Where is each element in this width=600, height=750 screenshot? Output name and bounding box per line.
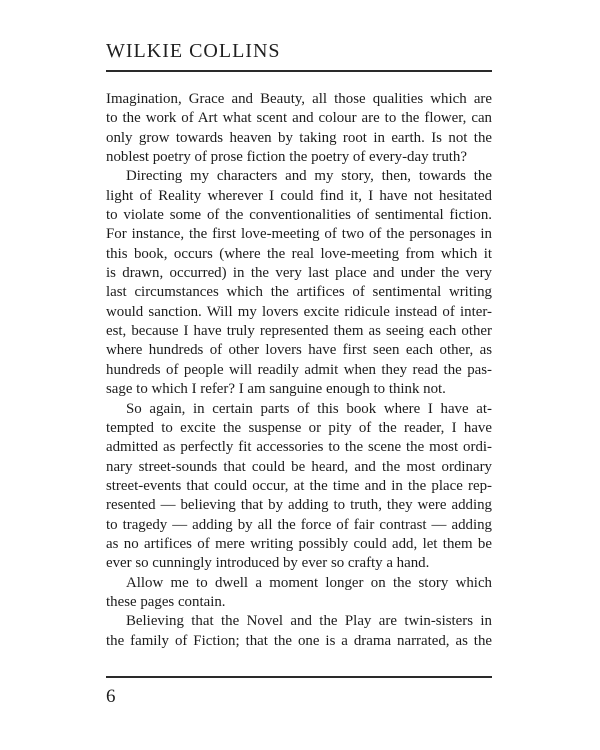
text-line: Allow me to dwell a moment longer on the story which <box>126 574 492 591</box>
text-line: light of Reality wherever I could find it, I have not hesitated <box>106 187 492 204</box>
text-line: would sanction. Will my lovers excite ridicule instead of inter- <box>106 303 492 320</box>
body-text <box>106 90 492 651</box>
text-line: Believing that the Novel and the Play are twin-sisters in <box>126 613 492 630</box>
text-line: So again, in certain parts of this book where I have at- <box>126 400 492 417</box>
footer-rule <box>106 676 492 678</box>
text-line: admitted as perfectly fit accessories to the scene the most ordi- <box>106 439 492 456</box>
text-line: to the work of Art what scent and colour are to the flower, can <box>106 110 492 127</box>
text-line: Imagination, Grace and Beauty, all those qualities which are <box>106 91 492 107</box>
page-number: 6 <box>106 686 116 707</box>
text-line: noblest poetry of prose fiction the poetry of every-day truth? <box>106 149 467 166</box>
text-line: this book, occurs (where the real love-meeting from which it <box>106 245 492 262</box>
text-line: to violate some of the conventionalities of sentimental fiction. <box>106 207 492 224</box>
text-line: sage to which I refer? I am sanguine enough to think not. <box>106 381 446 398</box>
header-rule <box>106 70 492 72</box>
text-line: street-events that could occur, at the time and in the place rep- <box>106 477 492 494</box>
text-line: to tragedy — adding by all the force of fair contrast — adding <box>106 516 492 533</box>
text-line: est, because I have truly represented them as seeing each other <box>106 323 492 340</box>
text-line: ever so cunningly introduced by ever so crafty a hand. <box>106 555 430 572</box>
text-line: these pages contain. <box>106 593 226 610</box>
text-line: nary street-sounds that could be heard, and the most ordinary <box>106 458 492 475</box>
text-line: hundreds of people will readily admit when they read the pas- <box>106 361 492 378</box>
text-line: resented — believing that by adding to truth, they were adding <box>106 497 492 514</box>
running-head: WILKIE COLLINS <box>106 40 281 62</box>
text-line: is drawn, occurred) in the very last place and under the very <box>106 265 492 282</box>
text-line: last circumstances which the artifices of sentimental writing <box>106 284 492 301</box>
text-line: as no artifices of mere writing possibly could add, let them be <box>106 535 492 552</box>
text-line: only grow towards heaven by taking root in earth. Is not the <box>106 129 492 146</box>
text-line: the family of Fiction; that the one is a drama narrated, as the <box>106 632 492 649</box>
text-line: tempted to excite the suspense or pity of the reader, I have <box>106 419 492 436</box>
text-line: Directing my characters and my story, then, towards the <box>126 168 492 185</box>
text-line: where hundreds of other lovers have first seen each other, as <box>106 342 492 359</box>
text-line: For instance, the first love-meeting of two of the personages in <box>106 226 492 243</box>
